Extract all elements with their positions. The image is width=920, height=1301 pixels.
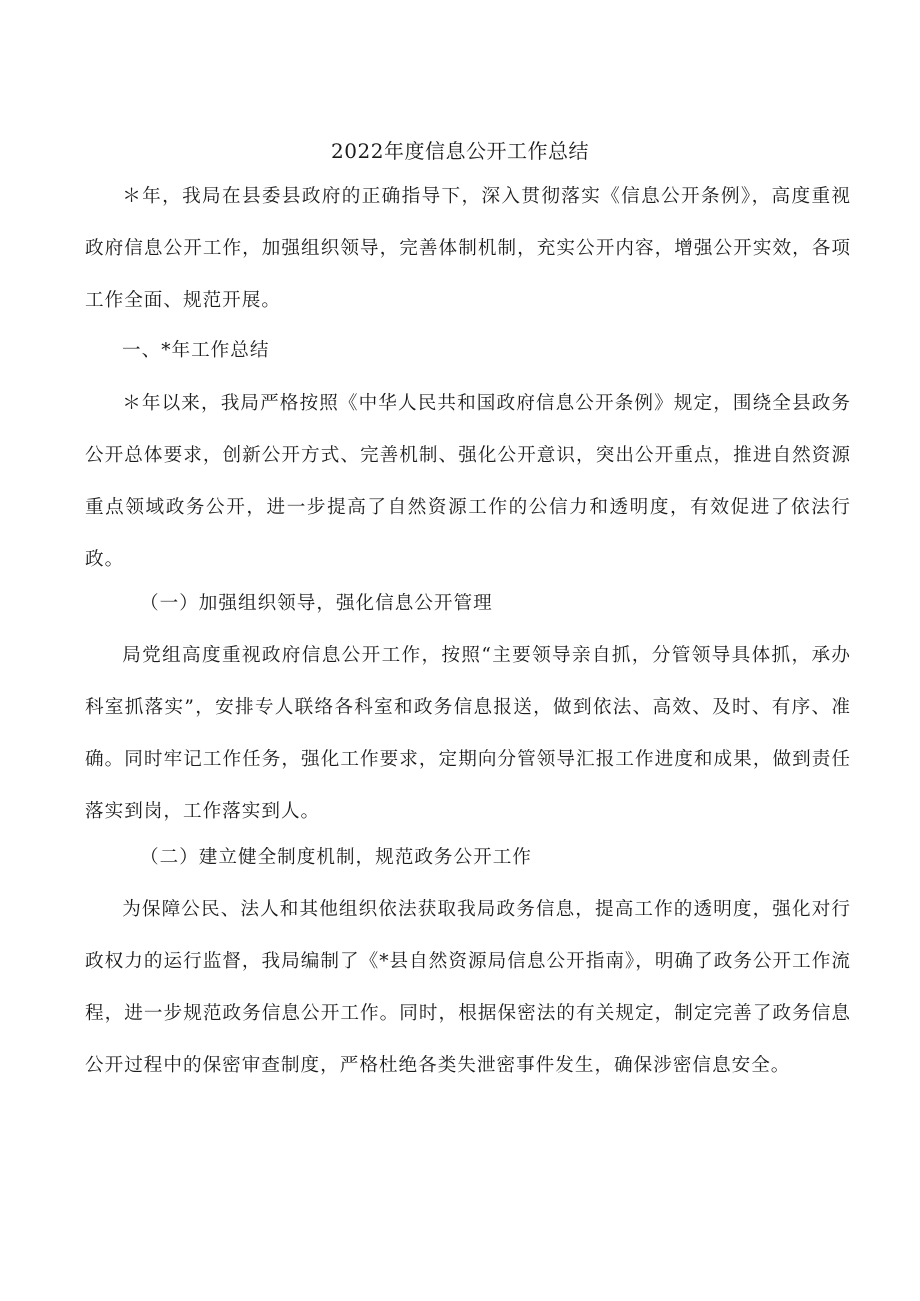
intro-paragraph: ＊年，我局在县委县政府的正确指导下，深入贯彻落实《信息公开条例》，高度重视政府信息公开工作，加强组织领导，完善体制机制，充实公开内容，增强公开实效，各项工作全面、规范开展。	[85, 186, 851, 311]
subsection1-paragraph: 局党组高度重视政府信息公开工作，按照“主要领导亲自抓，分管领导具体抓，承办科室抓落实”，安排专人联络各科室和政务信息报送，做到依法、高效、及时、有序、准确。同时牢记工作任务，强化工作要求，定期向分管领导汇报工作进度和成果，做到责任落实到岗，工作落实到人。	[85, 645, 851, 822]
document-title: 2022年度信息公开工作总结	[331, 139, 589, 163]
section1-paragraph: ＊年以来，我局严格按照《中华人民共和国政府信息公开条例》规定，围绕全县政务公开总体要求，创新公开方式、完善机制、强化公开意识，突出公开重点，推进自然资源重点领域政务公开，进一步提高了自然资源工作的公信力和透明度，有效促进了依法行政。	[85, 393, 851, 570]
subsection2-heading: （二）建立健全制度机制，规范政务公开工作	[140, 847, 532, 868]
subsection1-heading: （一）加强组织领导，强化信息公开管理	[140, 593, 493, 614]
subsection2-paragraph: 为保障公民、法人和其他组织依法获取我局政务信息，提高工作的透明度，强化对行政权力的运行监督，我局编制了《*县自然资源局信息公开指南》，明确了政务公开工作流程，进一步规范政务信息公开工作。同时，根据保密法的有关规定，制定完善了政务信息公开过程中的保密审查制度，严格杜绝各类失泄密事件发生，确保涉密信息安全。	[85, 899, 851, 1076]
section1-heading: 一、*年工作总结	[122, 340, 270, 361]
